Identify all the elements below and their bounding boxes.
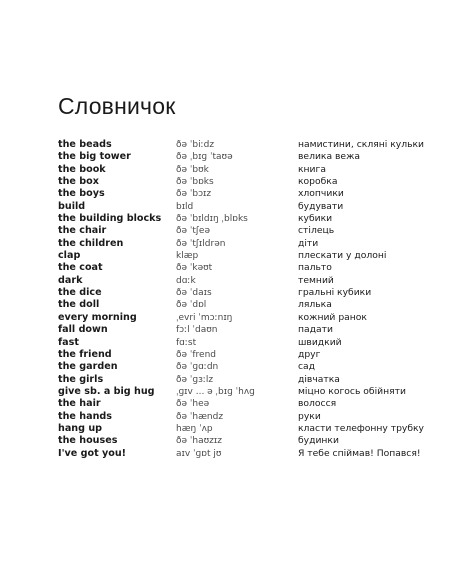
entry-term: the doll xyxy=(58,299,100,311)
entry-translation: книга xyxy=(298,163,326,175)
glossary-row xyxy=(58,324,448,336)
glossary-row xyxy=(58,151,448,163)
entry-translation: падати xyxy=(298,324,333,336)
glossary-list xyxy=(58,139,448,460)
entry-transcription: ðə ˈbɪldɪŋ ˌblɒks xyxy=(176,214,248,225)
glossary-row xyxy=(58,238,448,250)
entry-term: hang up xyxy=(58,422,103,434)
entry-transcription: klæp xyxy=(176,251,199,262)
entry-term: dark xyxy=(58,274,83,286)
entry-transcription: ðə ˈtʃeə xyxy=(176,226,211,237)
entry-translation: велика вежа xyxy=(298,151,360,163)
entry-term: clap xyxy=(58,250,81,262)
entry-transcription: aɪv ˈɡɒt jʊ xyxy=(176,448,222,459)
entry-transcription: ðə ˈtʃɪldrən xyxy=(176,238,226,249)
entry-transcription: ðə ˈkəʊt xyxy=(176,263,213,274)
glossary-row xyxy=(58,188,448,200)
entry-transcription: ðə ˈbɔɪz xyxy=(176,189,212,200)
entry-term: the girls xyxy=(58,373,104,385)
entry-term: the coat xyxy=(58,262,103,274)
entry-transcription: dɑːk xyxy=(176,275,196,286)
glossary-row xyxy=(58,411,448,423)
entry-term: the building blocks xyxy=(58,213,162,225)
entry-translation: пальто xyxy=(298,262,332,274)
glossary-row xyxy=(58,213,448,225)
glossary-row xyxy=(58,225,448,237)
entry-translation: діти xyxy=(298,237,319,249)
entry-term: the dice xyxy=(58,287,102,299)
entry-transcription: fɔːl ˈdaʊn xyxy=(176,325,218,336)
entry-term: the chair xyxy=(58,225,107,237)
entry-term: I've got you! xyxy=(58,447,127,459)
glossary-row xyxy=(58,287,448,299)
entry-transcription: ðə ˈɡɑːdn xyxy=(176,362,219,373)
glossary-row xyxy=(58,250,448,262)
glossary-row xyxy=(58,337,448,349)
entry-transcription: ˌevri ˈmɔːnɪŋ xyxy=(176,312,233,323)
entry-term: give sb. a big hug xyxy=(58,385,155,397)
entry-term: build xyxy=(58,200,86,212)
entry-transcription: ðə ˌbɪɡ ˈtaʊə xyxy=(176,152,233,163)
glossary-row xyxy=(58,139,448,151)
glossary-row xyxy=(58,299,448,311)
entry-translation: швидкий xyxy=(298,336,342,348)
entry-term: the garden xyxy=(58,361,118,373)
entry-transcription: fɑːst xyxy=(176,337,197,348)
entry-translation: дівчатка xyxy=(298,373,340,385)
entry-term: the book xyxy=(58,163,106,175)
entry-transcription: ðə ˈbʊk xyxy=(176,164,209,175)
entry-translation: руки xyxy=(298,410,321,422)
entry-translation: класти телефонну трубку xyxy=(298,422,424,434)
glossary-row xyxy=(58,176,448,188)
glossary-row xyxy=(58,262,448,274)
entry-transcription: ðə ˈhaʊzɪz xyxy=(176,436,222,447)
entry-translation: Я тебе спіймав! Попався! xyxy=(298,447,421,459)
entry-translation: стілець xyxy=(298,225,335,237)
entry-transcription: ðə ˈheə xyxy=(176,399,210,410)
entry-term: every morning xyxy=(58,311,137,323)
entry-translation: міцно когось обійняти xyxy=(298,385,406,397)
entry-term: the beads xyxy=(58,139,112,150)
entry-term: the houses xyxy=(58,435,118,447)
entry-transcription: ðə ˈdɒl xyxy=(176,300,207,311)
glossary-row xyxy=(58,398,448,410)
entry-transcription: bɪld xyxy=(176,201,194,212)
entry-transcription: ˌɡɪv ... ə ˌbɪɡ ˈhʌɡ xyxy=(176,386,255,397)
entry-transcription: ðə ˈbiːdz xyxy=(176,140,215,150)
entry-translation: лялька xyxy=(298,299,332,311)
entry-term: the hair xyxy=(58,398,101,410)
entry-transcription: ðə ˈbɒks xyxy=(176,177,214,188)
entry-transcription: ðə ˈɡɜːlz xyxy=(176,374,214,385)
glossary-row xyxy=(58,164,448,176)
glossary-row xyxy=(58,312,448,324)
glossary-row xyxy=(58,349,448,361)
entry-translation: сад xyxy=(298,361,316,373)
entry-translation: намистини, скляні кульки xyxy=(298,139,425,150)
glossary-row xyxy=(58,423,448,435)
entry-translation: будувати xyxy=(298,200,344,212)
entry-translation: кожний ранок xyxy=(298,311,367,323)
entry-translation: гральні кубики xyxy=(298,287,372,299)
glossary-row xyxy=(58,448,448,460)
entry-translation: будинки xyxy=(298,435,339,447)
entry-translation: коробка xyxy=(298,176,338,188)
entry-term: the hands xyxy=(58,410,112,422)
entry-transcription: ðə ˈhændz xyxy=(176,411,224,422)
entry-transcription: ðə ˈdaɪs xyxy=(176,288,212,299)
entry-term: the boys xyxy=(58,188,105,200)
entry-translation: плескати у долоні xyxy=(298,250,387,262)
glossary-row xyxy=(58,374,448,386)
entry-translation: темний xyxy=(298,274,334,286)
entry-translation: кубики xyxy=(298,213,333,225)
glossary-row xyxy=(58,201,448,213)
entry-term: the big tower xyxy=(58,151,131,163)
entry-transcription: hæŋ ˈʌp xyxy=(176,423,213,434)
page-title: Словничок xyxy=(58,93,176,119)
glossary-row xyxy=(58,275,448,287)
glossary-row xyxy=(58,361,448,373)
glossary-row xyxy=(58,435,448,447)
entry-translation: волосся xyxy=(298,398,337,410)
entry-term: fall down xyxy=(58,324,108,336)
entry-term: the friend xyxy=(58,348,112,360)
entry-term: the children xyxy=(58,237,124,249)
entry-transcription: ðə ˈfrend xyxy=(176,349,217,360)
entry-translation: хлопчики xyxy=(298,188,344,200)
entry-term: the box xyxy=(58,176,99,188)
entry-term: fast xyxy=(58,336,79,348)
entry-translation: друг xyxy=(298,348,321,360)
glossary-row xyxy=(58,386,448,398)
